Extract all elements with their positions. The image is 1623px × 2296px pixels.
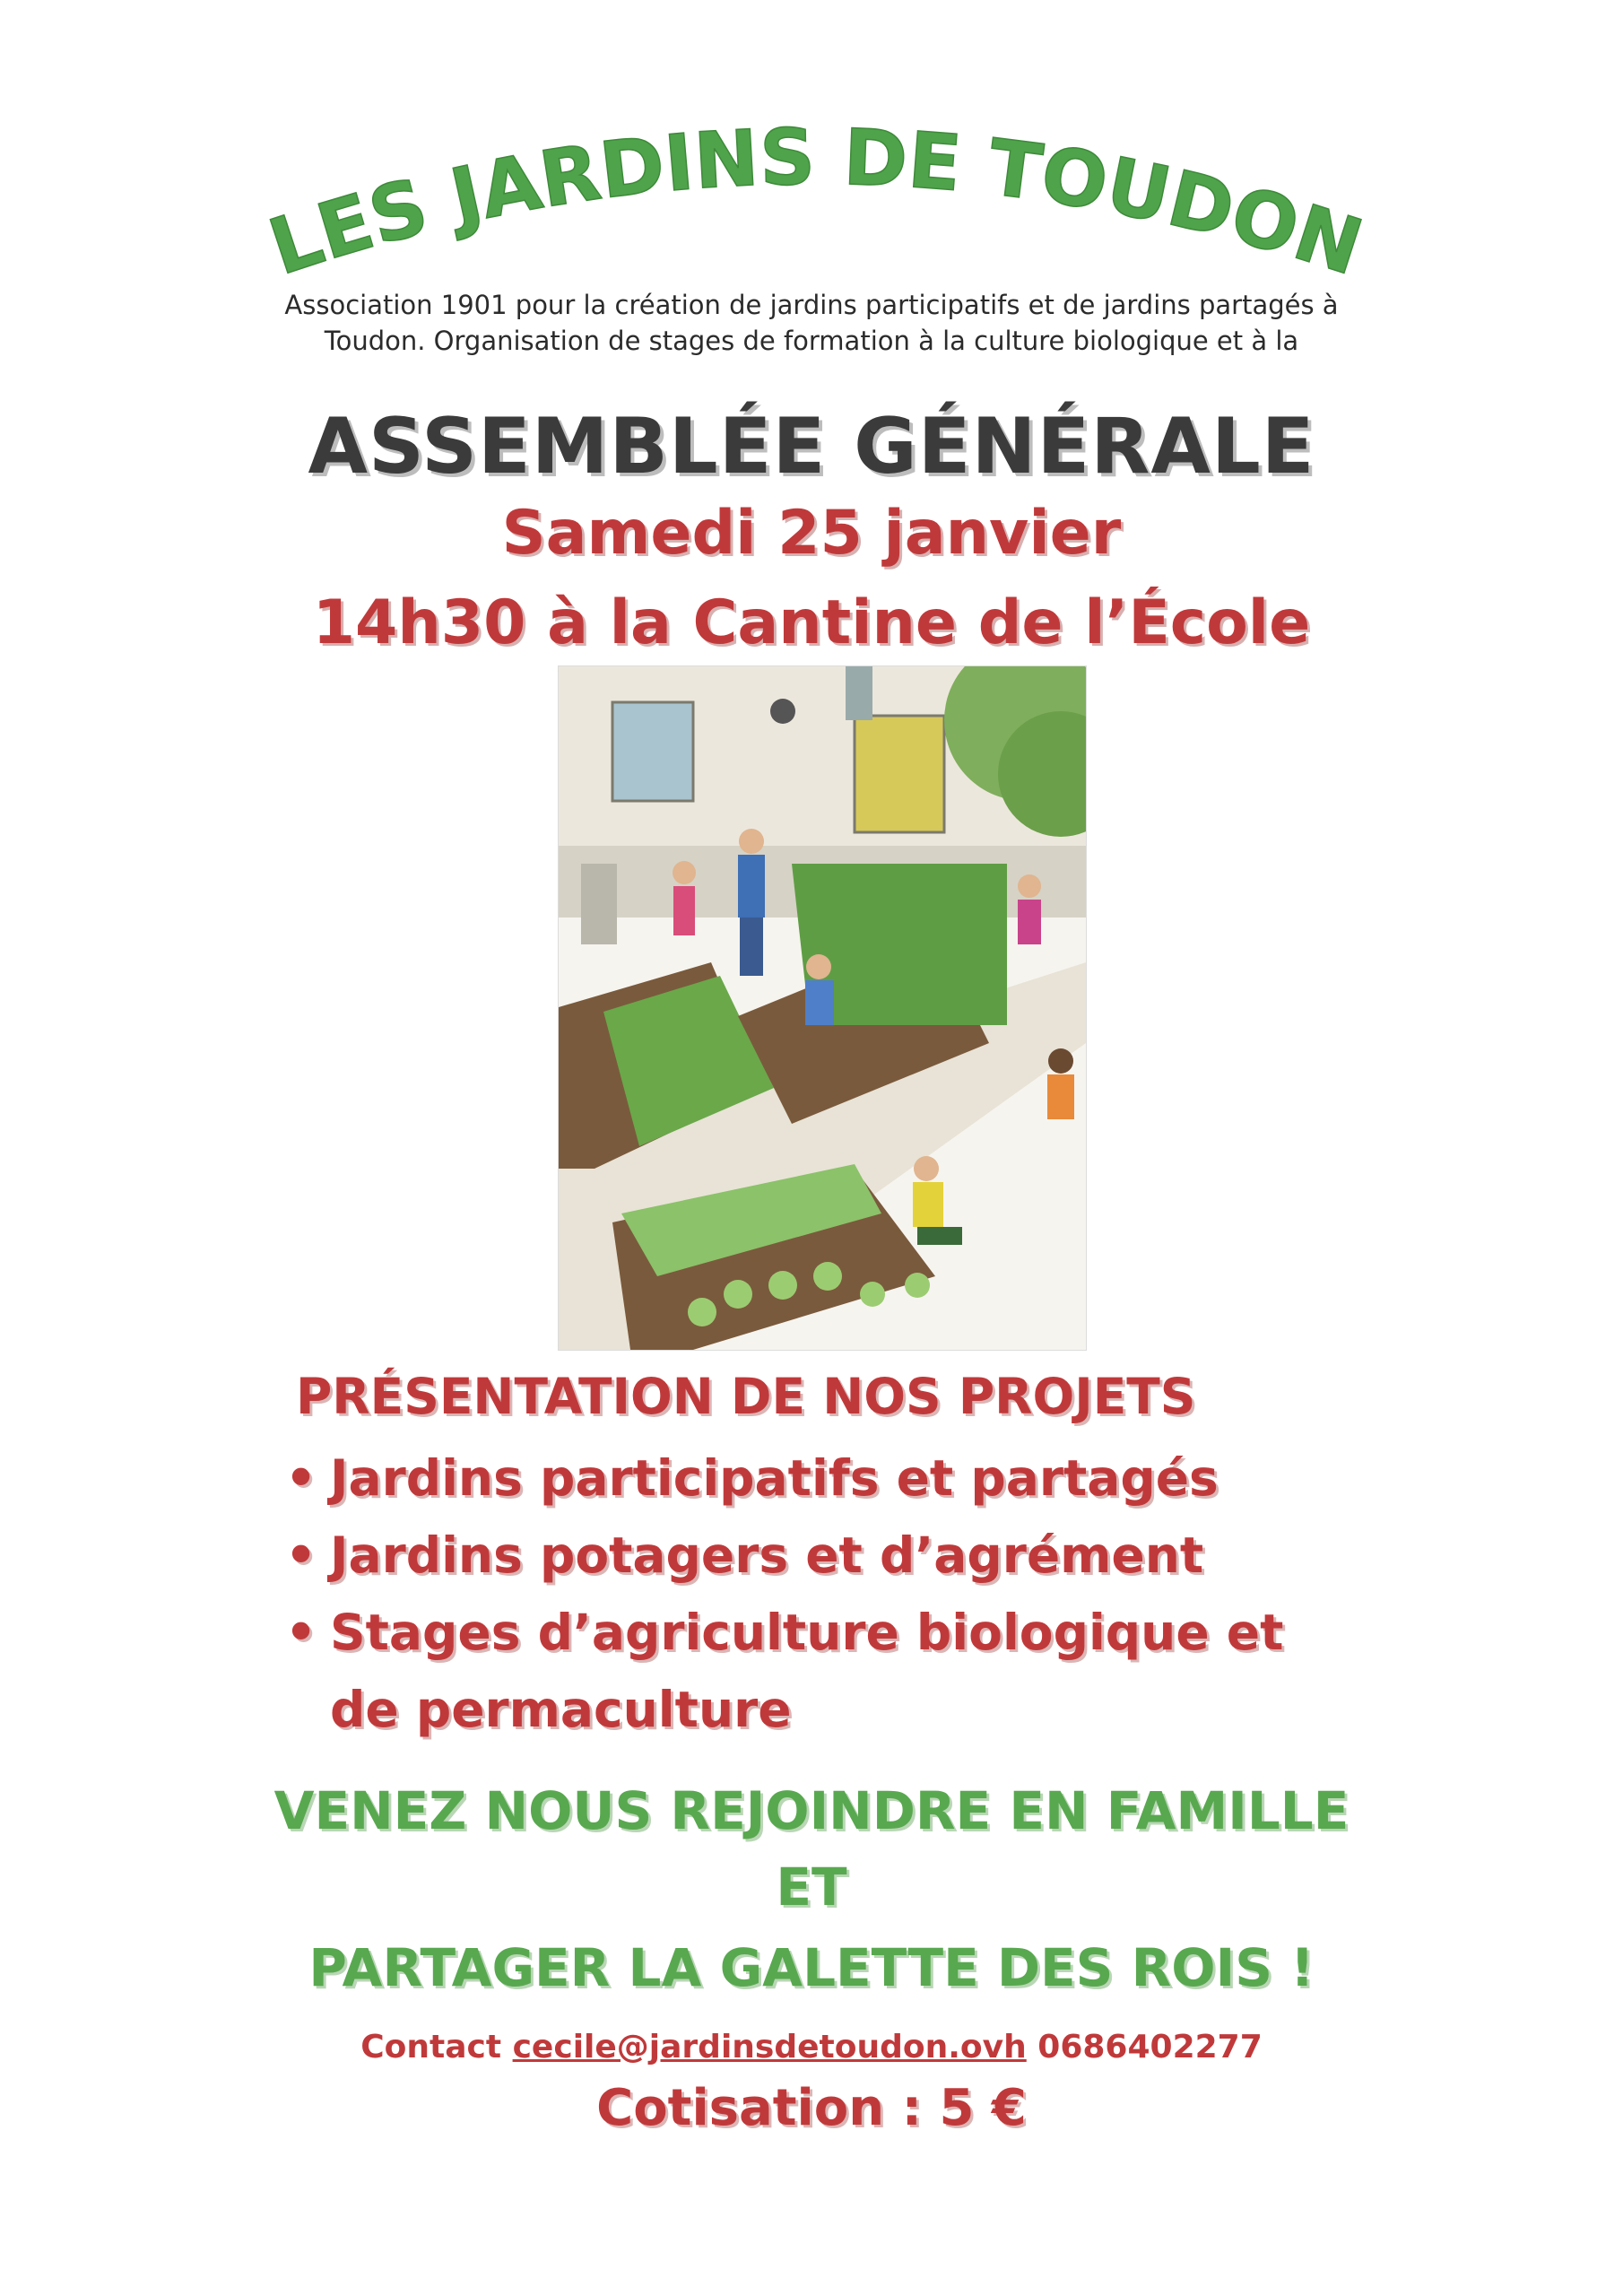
cotisation: Cotisation : 5 € <box>596 2079 1027 2137</box>
contact-phone: 0686402277 <box>1037 2029 1263 2066</box>
project-item <box>285 1439 1451 1517</box>
event-date: Samedi 25 janvier <box>501 498 1122 569</box>
association-title-text: LES JARDINS DE TOUDON <box>258 112 1373 293</box>
event-time-place: 14h30 à la Cantine de l’École <box>312 587 1311 658</box>
event-heading: ASSEMBLÉE GÉNÉRALE <box>308 402 1315 491</box>
bullet-icon: • <box>285 1449 317 1507</box>
invitation-line-2: ET <box>776 1857 847 1918</box>
invitation-line-1: VENEZ NOUS REJOINDRE EN FAMILLE <box>273 1780 1350 1841</box>
project-item-label: de permaculture <box>330 1681 792 1738</box>
project-item-continuation <box>285 1671 1451 1748</box>
association-title <box>0 0 1623 323</box>
bullet-icon: • <box>285 1604 317 1661</box>
projects-title: PRÉSENTATION DE NOS PROJETS <box>296 1368 1196 1425</box>
projects-list <box>285 1439 1451 1748</box>
bullet-icon: • <box>285 1526 317 1584</box>
contact-email-link[interactable]: cecile@jardinsdetoudon.ovh <box>512 2029 1027 2066</box>
contact-label: Contact <box>360 2029 502 2066</box>
garden-illustration <box>558 665 1087 1351</box>
project-item-label: Stages d’agriculture biologique et <box>330 1604 1284 1661</box>
association-description-line-1: Association 1901 pour la création de jardins participatifs et de jardins partagés à <box>284 290 1339 320</box>
association-description <box>269 287 1354 359</box>
project-item-label: Jardins potagers et d’agrément <box>330 1526 1204 1584</box>
contact-line <box>0 2029 1623 2066</box>
invitation-line-3: PARTAGER LA GALETTE DES ROIS ! <box>308 1937 1315 1998</box>
project-item <box>285 1517 1451 1594</box>
project-item-label: Jardins participatifs et partagés <box>330 1449 1219 1507</box>
project-item <box>285 1594 1451 1671</box>
association-description-line-2: Toudon. Organisation de stages de formation à la culture biologique et à la <box>324 326 1299 356</box>
